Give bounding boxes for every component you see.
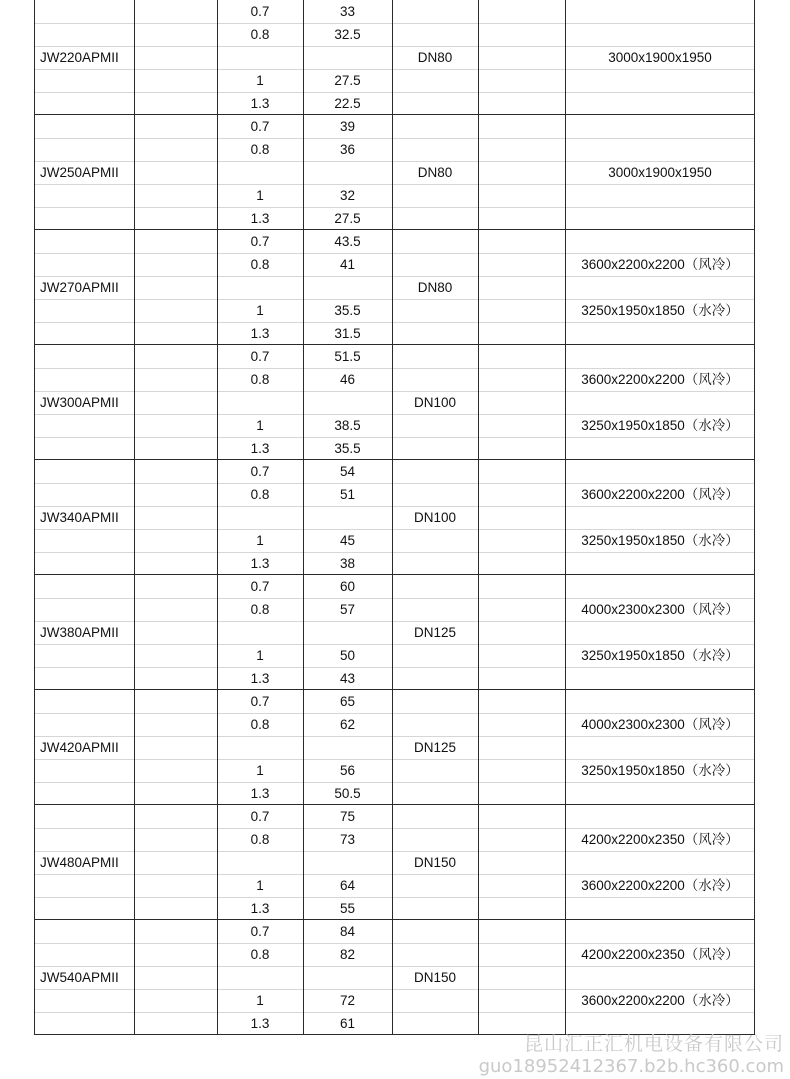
dimensions-cell: 4000x2300x2300（风冷） (581, 717, 739, 732)
column-gridline (478, 805, 479, 920)
model-cell: JW220APMII (40, 50, 119, 65)
flow-cell: 38 (339, 556, 356, 571)
dimensions-cell: 3600x2200x2200（水冷） (581, 878, 739, 893)
column-gridline (565, 575, 566, 690)
column-gridline (478, 230, 479, 345)
dimensions-cell: 3600x2200x2200（水冷） (581, 993, 739, 1008)
row-gridline (34, 437, 755, 438)
dimensions-cell: 4200x2200x2350（风冷） (581, 832, 739, 847)
pressure-cell: 1.3 (250, 326, 270, 341)
column-gridline (134, 0, 135, 115)
column-gridline (478, 115, 479, 230)
column-gridline (134, 920, 135, 1035)
model-block (34, 805, 755, 920)
column-gridline (34, 920, 35, 1035)
flow-cell: 41 (339, 257, 356, 272)
flow-cell: 50.5 (334, 786, 361, 801)
column-gridline (565, 690, 566, 805)
pressure-cell: 0.7 (250, 349, 270, 364)
flow-cell: 82 (339, 947, 356, 962)
row-gridline (34, 69, 755, 70)
pressure-cell: 0.8 (250, 832, 270, 847)
flow-cell: 64 (339, 878, 356, 893)
flow-cell: 35.5 (334, 303, 361, 318)
flow-cell: 50 (339, 648, 356, 663)
model-block (34, 115, 755, 230)
dimensions-cell: 3250x1950x1850（水冷） (581, 533, 739, 548)
column-gridline (34, 805, 35, 920)
flow-cell: 55 (339, 901, 356, 916)
dimensions-cell: 3000x1900x1950 (608, 50, 712, 65)
column-gridline (134, 575, 135, 690)
flow-cell: 39 (339, 119, 356, 134)
dimensions-cell: 3250x1950x1850（水冷） (581, 763, 739, 778)
pressure-cell: 0.8 (250, 257, 270, 272)
watermark-company: 昆山汇正汇机电设备有限公司 (523, 1033, 784, 1055)
pressure-cell: 0.8 (250, 717, 270, 732)
model-block (34, 920, 755, 1035)
pressure-cell: 1.3 (250, 786, 270, 801)
flow-cell: 43.5 (334, 234, 361, 249)
model-cell: JW380APMII (40, 625, 119, 640)
flow-cell: 46 (339, 372, 356, 387)
flow-cell: 35.5 (334, 441, 361, 456)
column-gridline (478, 575, 479, 690)
pressure-cell: 0.7 (250, 924, 270, 939)
column-gridline (565, 920, 566, 1035)
flow-cell: 65 (339, 694, 356, 709)
pressure-cell: 1.3 (250, 211, 270, 226)
pressure-cell: 0.8 (250, 947, 270, 962)
column-gridline (565, 345, 566, 460)
flow-cell: 36 (339, 142, 356, 157)
pressure-cell: 0.8 (250, 27, 270, 42)
flow-cell: 60 (339, 579, 356, 594)
pressure-cell: 0.7 (250, 809, 270, 824)
flow-cell: 62 (339, 717, 356, 732)
pressure-cell: 1 (256, 188, 264, 203)
model-block (34, 690, 755, 805)
flow-cell: 84 (339, 924, 356, 939)
dimensions-cell: 3250x1950x1850（水冷） (581, 418, 739, 433)
pressure-cell: 1 (256, 303, 264, 318)
row-gridline (34, 138, 755, 139)
row-gridline (34, 782, 755, 783)
pipe-size-cell: DN100 (413, 510, 457, 525)
column-gridline (754, 805, 755, 920)
dimensions-cell: 3250x1950x1850（水冷） (581, 648, 739, 663)
flow-cell: 57 (339, 602, 356, 617)
pressure-cell: 0.7 (250, 464, 270, 479)
column-gridline (754, 345, 755, 460)
column-gridline (134, 115, 135, 230)
pipe-size-cell: DN80 (417, 280, 453, 295)
column-gridline (34, 345, 35, 460)
flow-cell: 31.5 (334, 326, 361, 341)
dimensions-cell: 3600x2200x2200（风冷） (581, 372, 739, 387)
column-gridline (134, 345, 135, 460)
pressure-cell: 0.8 (250, 602, 270, 617)
pressure-cell: 0.8 (250, 142, 270, 157)
column-gridline (34, 575, 35, 690)
row-gridline (34, 897, 755, 898)
column-gridline (478, 345, 479, 460)
column-gridline (134, 460, 135, 575)
row-gridline (34, 322, 755, 323)
flow-cell: 43 (339, 671, 356, 686)
flow-cell: 45 (339, 533, 356, 548)
model-cell: JW250APMII (40, 165, 119, 180)
column-gridline (34, 460, 35, 575)
row-gridline (34, 1012, 755, 1013)
pressure-cell: 1.3 (250, 1016, 270, 1031)
pressure-cell: 1.3 (250, 96, 270, 111)
model-block (34, 345, 755, 460)
pressure-cell: 1 (256, 73, 264, 88)
flow-cell: 38.5 (334, 418, 361, 433)
flow-cell: 32.5 (334, 27, 361, 42)
column-gridline (565, 460, 566, 575)
column-gridline (565, 230, 566, 345)
pressure-cell: 1 (256, 418, 264, 433)
column-gridline (478, 690, 479, 805)
column-gridline (34, 690, 35, 805)
row-gridline (34, 92, 755, 93)
pressure-cell: 0.8 (250, 487, 270, 502)
flow-cell: 75 (339, 809, 356, 824)
model-cell: JW270APMII (40, 280, 119, 295)
row-gridline (34, 207, 755, 208)
column-gridline (754, 230, 755, 345)
pressure-cell: 1 (256, 763, 264, 778)
model-block (34, 460, 755, 575)
flow-cell: 72 (339, 993, 356, 1008)
flow-cell: 27.5 (334, 73, 361, 88)
pressure-cell: 1.3 (250, 671, 270, 686)
flow-cell: 51 (339, 487, 356, 502)
row-gridline (34, 23, 755, 24)
model-block (34, 0, 755, 115)
row-gridline (34, 184, 755, 185)
flow-cell: 54 (339, 464, 356, 479)
pressure-cell: 0.7 (250, 234, 270, 249)
column-gridline (754, 920, 755, 1035)
model-cell: JW540APMII (40, 970, 119, 985)
model-block (34, 230, 755, 345)
column-gridline (754, 575, 755, 690)
column-gridline (34, 0, 35, 115)
column-gridline (134, 230, 135, 345)
pressure-cell: 0.7 (250, 4, 270, 19)
pipe-size-cell: DN80 (417, 50, 453, 65)
pressure-cell: 1 (256, 648, 264, 663)
column-gridline (754, 690, 755, 805)
flow-cell: 61 (339, 1016, 356, 1031)
column-gridline (754, 460, 755, 575)
model-block (34, 575, 755, 690)
flow-cell: 22.5 (334, 96, 361, 111)
dimensions-cell: 3600x2200x2200（风冷） (581, 487, 739, 502)
column-gridline (478, 460, 479, 575)
dimensions-cell: 3600x2200x2200（风冷） (581, 257, 739, 272)
spec-table (34, 0, 755, 1035)
flow-cell: 51.5 (334, 349, 361, 364)
column-gridline (478, 920, 479, 1035)
column-gridline (34, 115, 35, 230)
model-cell: JW300APMII (40, 395, 119, 410)
dimensions-cell: 3250x1950x1850（水冷） (581, 303, 739, 318)
flow-cell: 27.5 (334, 211, 361, 226)
pressure-cell: 0.7 (250, 694, 270, 709)
pressure-cell: 0.8 (250, 372, 270, 387)
column-gridline (565, 805, 566, 920)
pressure-cell: 1.3 (250, 901, 270, 916)
column-gridline (478, 0, 479, 115)
column-gridline (134, 805, 135, 920)
pressure-cell: 0.7 (250, 119, 270, 134)
flow-cell: 56 (339, 763, 356, 778)
pipe-size-cell: DN150 (413, 855, 457, 870)
dimensions-cell: 4200x2200x2350（风冷） (581, 947, 739, 962)
pressure-cell: 1.3 (250, 441, 270, 456)
watermark-url: guo18952412367.b2b.hc360.com (478, 1056, 784, 1077)
pipe-size-cell: DN100 (413, 395, 457, 410)
model-cell: JW420APMII (40, 740, 119, 755)
pipe-size-cell: DN80 (417, 165, 453, 180)
watermark (479, 1033, 784, 1078)
pipe-size-cell: DN150 (413, 970, 457, 985)
dimensions-cell: 3000x1900x1950 (608, 165, 712, 180)
pipe-size-cell: DN125 (413, 625, 457, 640)
row-gridline (34, 552, 755, 553)
pressure-cell: 0.7 (250, 579, 270, 594)
model-cell: JW340APMII (40, 510, 119, 525)
column-gridline (34, 230, 35, 345)
pressure-cell: 1.3 (250, 556, 270, 571)
column-gridline (134, 690, 135, 805)
model-cell: JW480APMII (40, 855, 119, 870)
flow-cell: 33 (339, 4, 356, 19)
pressure-cell: 1 (256, 533, 264, 548)
row-gridline (34, 667, 755, 668)
flow-cell: 32 (339, 188, 356, 203)
dimensions-cell: 4000x2300x2300（风冷） (581, 602, 739, 617)
pressure-cell: 1 (256, 993, 264, 1008)
pressure-cell: 1 (256, 878, 264, 893)
flow-cell: 73 (339, 832, 356, 847)
pipe-size-cell: DN125 (413, 740, 457, 755)
